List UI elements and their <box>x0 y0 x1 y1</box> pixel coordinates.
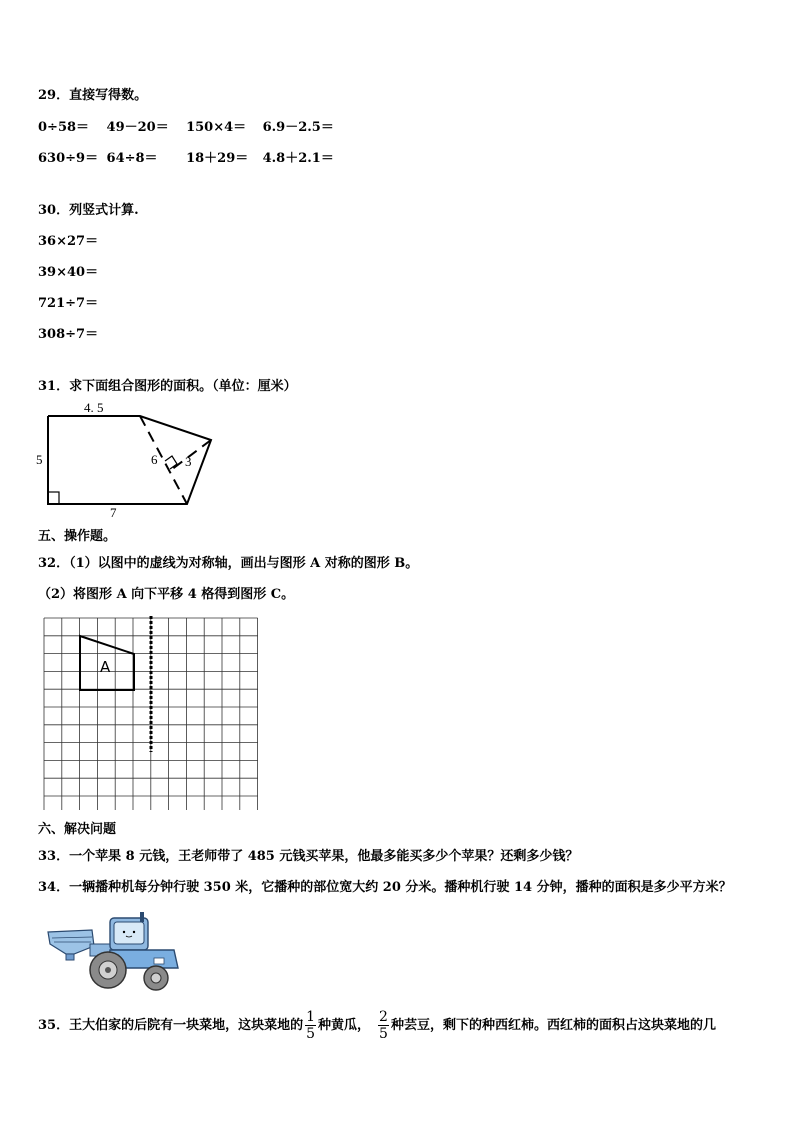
q29-expr: 6.9－2.5＝ <box>262 120 334 135</box>
q29-expr: 630÷9＝ <box>38 151 99 166</box>
section-6-title: 六、解决问题 <box>38 822 117 837</box>
q30-item: 721÷7＝ <box>38 296 99 311</box>
q34-text: 34．一辆播种机每分钟行驶 350 米，它播种的部位宽大约 20 分米。播种机行驶 14 分钟，播种的面积是多少平方米？ <box>38 880 732 895</box>
seeder-tractor-illustration <box>44 910 184 994</box>
q29-expr: 0÷58＝ <box>38 120 90 135</box>
q29-expr: 64÷8＝ <box>106 151 158 166</box>
q31-title: 31．求下面组合图形的面积。（单位：厘米） <box>38 379 297 394</box>
label-right: 3 <box>185 454 192 469</box>
q35-text <box>38 1010 716 1041</box>
q32-part1: 32．（1）以图中的虚线为对称轴，画出与图形 A 对称的图形 B。 <box>38 556 419 571</box>
q30-item: 36×27＝ <box>38 234 99 249</box>
q29-row-1 <box>38 116 334 135</box>
q35-prefix: 35．王大伯家的后院有一块菜地，这块菜地的 <box>38 1018 304 1033</box>
q33-text: 33．一个苹果 8 元钱，王老师带了 485 元钱买苹果，他最多能买多少个苹果？还剩多少钱？ <box>38 849 579 864</box>
q30-item: 39×40＝ <box>38 265 99 280</box>
q35-mid: 种黄瓜， <box>318 1018 371 1033</box>
q29-expr: 18＋29＝ <box>186 151 249 166</box>
q29-row-2 <box>38 147 334 166</box>
label-bottom: 7 <box>110 505 117 520</box>
fraction-one-fifth <box>305 1010 316 1041</box>
fraction-denominator: 5 <box>306 1026 316 1042</box>
q29-title: 29．直接写得数。 <box>38 88 148 103</box>
q30-item: 308÷7＝ <box>38 327 99 342</box>
fraction-two-fifths <box>378 1010 389 1041</box>
q30-title: 30．列竖式计算. <box>38 203 139 218</box>
right-angle-mark <box>48 492 59 504</box>
label-dashed: 6 <box>151 452 158 467</box>
shape-a-label: A <box>100 658 111 676</box>
q32-part2: （2）将图形 A 向下平移 4 格得到图形 C。 <box>38 587 295 602</box>
label-left: 5 <box>36 452 43 467</box>
label-top: 4. 5 <box>84 400 104 415</box>
composite-figure <box>30 398 230 520</box>
q35-suffix: 种芸豆，剩下的种西红柿。西红柿的面积占这块菜地的几 <box>390 1018 716 1033</box>
q29-expr: 150×4＝ <box>186 120 247 135</box>
grid-figure <box>40 614 262 810</box>
q29-expr: 49－20＝ <box>106 120 169 135</box>
section-5-title: 五、操作题。 <box>38 529 117 544</box>
fraction-numerator: 1 <box>306 1009 316 1025</box>
fraction-denominator: 5 <box>379 1026 388 1042</box>
q29-expr: 4.8＋2.1＝ <box>262 151 334 166</box>
fraction-numerator: 2 <box>379 1009 388 1025</box>
